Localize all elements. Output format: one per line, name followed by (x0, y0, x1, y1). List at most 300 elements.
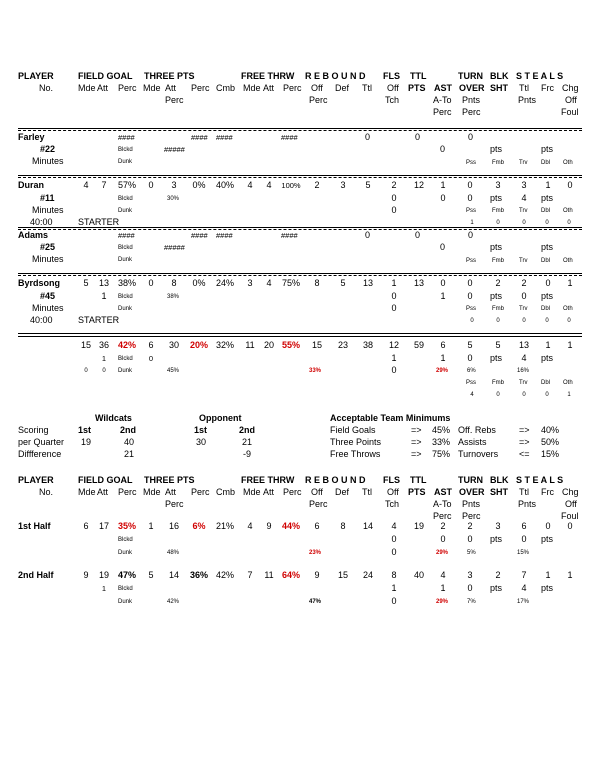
reb-off: 9 (314, 570, 320, 580)
hdr-no: No. (39, 83, 54, 93)
player-number: #22 (40, 144, 56, 154)
oth-value: 0 (567, 318, 571, 324)
hdr-perc-sub: Perc (165, 499, 184, 509)
player-name: Duran (18, 180, 45, 190)
row3-a: 0 (84, 368, 88, 374)
fg-pct: 38% (117, 278, 137, 288)
over-pct: 7% (467, 599, 476, 605)
trv-label: Trv (519, 208, 528, 214)
assists-2: 1 (440, 291, 446, 301)
pss-label: Pss (466, 306, 477, 312)
pts-label: pts (541, 534, 554, 544)
opponent-heading: Opponent (199, 413, 242, 423)
pts-label: pts (541, 144, 554, 154)
dunk-label: Dunk (118, 599, 133, 605)
hdr-ato: A-To (433, 499, 452, 509)
dbl-value: 0 (545, 220, 549, 226)
cmb-hash: #### (216, 231, 233, 240)
o-second-score: 21 (241, 437, 253, 447)
ft-pct: 75% (281, 278, 301, 288)
w-difference: 21 (123, 449, 135, 459)
dunk-label: Dunk (118, 306, 133, 312)
hdr-ttl2: Ttl (362, 487, 372, 497)
hdr-turn: TURN (458, 71, 483, 81)
reb-total: 0 (365, 230, 371, 240)
frc: 0 (545, 278, 551, 288)
pts-label: pts (490, 193, 503, 203)
scoring-label: Scoring (18, 425, 49, 435)
chg: 1 (567, 340, 573, 350)
pts-label: pts (541, 291, 554, 301)
blckd-hash: ##### (164, 145, 185, 154)
divider (18, 175, 582, 176)
fouls-2: 1 (391, 353, 397, 363)
turnovers: 0 (467, 180, 473, 190)
divider (18, 273, 582, 274)
pts-label: pts (541, 583, 554, 593)
hdr-field-goal: FIELD GOAL (78, 71, 133, 81)
fouls-3: 0 (391, 303, 397, 313)
fouls-3: 0 (391, 205, 397, 215)
hdr-turn: TURN (458, 475, 483, 485)
w-second: 2nd (120, 425, 137, 435)
points: 19 (413, 521, 425, 531)
ft-pct: 55% (281, 340, 301, 350)
hdr-cmb: Cmb (216, 487, 236, 497)
tp-made: 6 (148, 340, 154, 350)
steals: 6 (521, 521, 527, 531)
hdr-sht: SHT (490, 83, 508, 93)
w-second-score: 40 (123, 437, 135, 447)
turnovers-2: 0 (467, 193, 473, 203)
blocks: 2 (495, 570, 501, 580)
pss-value: 4 (470, 392, 474, 398)
turnovers-2: 0 (467, 353, 473, 363)
divider (18, 227, 582, 228)
fmb-label: Fmb (492, 258, 504, 264)
reb-off: 15 (311, 340, 323, 350)
fg-hash: #### (118, 231, 135, 240)
minimums-heading: Acceptable Team Minimums (330, 413, 451, 423)
fouls: 1 (391, 278, 397, 288)
ft-made: 4 (247, 521, 253, 531)
blckd-pct: 45% (167, 368, 180, 374)
dunk-label: Dunk (118, 159, 133, 165)
assists: 0 (440, 242, 446, 252)
dbl-label: Dbl (541, 160, 551, 166)
frc: 1 (545, 180, 551, 190)
o-first-score: 30 (195, 437, 207, 447)
ft-pct: 44% (281, 521, 301, 531)
hdr-ast-perc: Perc (433, 107, 452, 117)
w-first: 1st (78, 425, 92, 435)
divider (18, 177, 582, 178)
hdr-three-pts: THREE PTS (144, 71, 195, 81)
fg-att-2: 1 (101, 584, 107, 593)
hdr-mde3: Mde (243, 487, 261, 497)
o-first: 1st (194, 425, 208, 435)
steal-pct: 15% (517, 550, 530, 556)
fouls: 8 (391, 570, 397, 580)
pss-value: 0 (470, 318, 474, 324)
hdr-over: OVER (459, 83, 485, 93)
ft-att: 11 (264, 570, 274, 580)
fg-att: 13 (98, 278, 110, 288)
trv-label: Trv (519, 306, 528, 312)
fmb-label: Fmb (492, 208, 504, 214)
tp-made: 5 (148, 570, 154, 580)
cmb-pct: 40% (215, 180, 235, 190)
divider (18, 128, 582, 129)
cmb-pct: 24% (215, 278, 235, 288)
oth-value: 1 (567, 392, 571, 398)
ato-pct: 29% (436, 368, 449, 374)
blocks: 2 (495, 278, 501, 288)
oth-label: Oth (563, 208, 573, 214)
fg-made: 6 (83, 521, 89, 531)
hdr-stl-pnts: Pnts (518, 95, 537, 105)
turnovers: 5 (467, 340, 473, 350)
blckd-pct: 42% (167, 599, 180, 605)
dunk-label: Dunk (118, 257, 133, 263)
reb-off: 2 (314, 180, 320, 190)
arrow: => (519, 425, 530, 435)
trv-value: 0 (522, 392, 526, 398)
minutes-label: Minutes (32, 205, 64, 215)
assists-2: 1 (440, 353, 446, 363)
ft-min-pct: 75% (432, 449, 451, 459)
hdr-perc3: Perc (283, 83, 302, 93)
hdr-player: PLAYER (18, 71, 54, 81)
hdr-frc: Frc (541, 83, 554, 93)
player-name: Byrdsong (18, 278, 61, 288)
arrow: => (519, 437, 530, 447)
hdr-tch: Tch (385, 499, 400, 509)
hdr-sht: SHT (490, 487, 508, 497)
assists-min-label: Assists (458, 437, 487, 447)
divider (18, 336, 582, 337)
tp-att: 3 (171, 180, 177, 190)
fg-att-2: 1 (101, 291, 107, 301)
assists: 0 (440, 144, 446, 154)
steals-2: 0 (521, 534, 527, 544)
hdr-over: OVER (459, 487, 485, 497)
ft-made: 3 (247, 278, 253, 288)
hdr-off2: Off (387, 487, 399, 497)
steals: 3 (521, 180, 527, 190)
offreb-min-pct: 40% (541, 425, 560, 435)
turnovers-2: 0 (467, 583, 473, 593)
tp-hash: #### (191, 231, 208, 240)
reb-ttl: 24 (362, 570, 374, 580)
hdr-perc: Perc (118, 487, 137, 497)
dbl-value: 0 (545, 392, 549, 398)
w-first-score: 19 (80, 437, 92, 447)
arrow: => (411, 449, 422, 459)
off-reb-pct: 33% (309, 368, 322, 374)
pts-label: pts (490, 534, 503, 544)
trv-label: Trv (519, 160, 528, 166)
hdr-perc: Perc (118, 83, 137, 93)
assists: 0 (440, 278, 446, 288)
reb-ttl: 5 (365, 180, 371, 190)
steals: 2 (521, 278, 527, 288)
cmb-pct: 32% (215, 340, 235, 350)
row2-tpm: 0 (148, 354, 154, 363)
blckd-pct: 38% (167, 294, 180, 300)
ft-made: 4 (247, 180, 253, 190)
hdr-att: Att (97, 83, 109, 93)
reb-off: 8 (314, 278, 320, 288)
dbl-label: Dbl (541, 258, 551, 264)
reb-def: 8 (340, 521, 346, 531)
blocks: 3 (495, 180, 501, 190)
pss-value: 1 (470, 220, 474, 226)
three-min-label: Three Points (330, 437, 382, 447)
ft-made: 7 (247, 570, 253, 580)
points: 59 (413, 340, 425, 350)
hdr-rebound: R E B O U N D (305, 71, 366, 81)
turnovers: 0 (468, 230, 474, 240)
cmb-hash: #### (216, 133, 233, 142)
hdr-rebound: R E B O U N D (305, 475, 366, 485)
hdr-ast: AST (434, 487, 452, 497)
steal-pct: 16% (517, 368, 530, 374)
dunk-label: Dunk (118, 368, 133, 374)
fmb-value: 0 (496, 318, 500, 324)
hdr-foul: Foul (561, 107, 579, 117)
turnovers: 0 (468, 132, 474, 142)
offreb-min-label: Off. Rebs (458, 425, 496, 435)
hdr-no: No. (39, 487, 54, 497)
ft-pct: 100% (281, 181, 301, 190)
hdr-off2: Off (387, 83, 399, 93)
blckd-pct: 48% (167, 550, 180, 556)
tp-att: 16 (168, 521, 180, 531)
hdr-mde2: Mde (143, 83, 161, 93)
reb-ttl: 14 (362, 521, 374, 531)
le-sign: <= (519, 449, 530, 459)
tp-att: 14 (168, 570, 180, 580)
fg-att: 7 (101, 180, 107, 190)
assists: 4 (440, 570, 446, 580)
hdr-chg-off: Off (565, 499, 577, 509)
ato-pct: 29% (436, 550, 449, 556)
reb-def: 5 (340, 278, 346, 288)
tp-made: 0 (148, 180, 154, 190)
hdr-off-perc: Perc (309, 499, 328, 509)
blckd-label: Blckd (118, 245, 133, 251)
chg: 0 (567, 521, 573, 531)
fg-pct: 57% (117, 180, 137, 190)
fmb-label: Fmb (492, 160, 504, 166)
steals-2: 4 (521, 353, 527, 363)
o-difference: -9 (242, 449, 252, 459)
hdr-stl-pnts: Pnts (518, 499, 537, 509)
assists-2: 0 (440, 534, 446, 544)
dbl-label: Dbl (541, 306, 551, 312)
assists: 2 (440, 521, 446, 531)
tp-pct: 0% (192, 180, 206, 190)
fg-made: 9 (83, 570, 89, 580)
hdr-off-perc: Perc (309, 95, 328, 105)
ft-att: 20 (263, 340, 275, 350)
arrow: => (411, 425, 422, 435)
hdr-ast: AST (434, 83, 452, 93)
hdr-tch: Tch (385, 95, 400, 105)
steals-2: 4 (521, 193, 527, 203)
player-number: #11 (40, 193, 55, 203)
row3-b: 0 (102, 368, 106, 374)
hdr-ttl: TTL (410, 475, 427, 485)
hdr-att: Att (97, 487, 109, 497)
hdr-steals: S T E A L S (516, 475, 564, 485)
hdr-player: PLAYER (18, 475, 54, 485)
reb-ttl: 13 (362, 278, 374, 288)
hdr-blk: BLK (490, 475, 509, 485)
pts-label: pts (490, 583, 503, 593)
hdr-chg: Chg (562, 83, 579, 93)
fouls-2: 0 (391, 193, 397, 203)
oth-label: Oth (563, 306, 573, 312)
steals-2: 4 (521, 583, 527, 593)
hdr-over-pnts: Pnts (462, 499, 481, 509)
fg-pct: 42% (117, 340, 137, 350)
steals: 13 (518, 340, 530, 350)
blckd-label: Blckd (118, 356, 133, 362)
row2-fga: 1 (101, 354, 107, 363)
hdr-fls: FLS (383, 71, 400, 81)
turnovers-min-label: Turnovers (458, 449, 499, 459)
hdr-perc2: Perc (191, 487, 210, 497)
player-number: #25 (40, 242, 56, 252)
hdr-ttl2: Ttl (362, 83, 372, 93)
fmb-value: 0 (496, 392, 500, 398)
half-label: 2nd Half (18, 570, 54, 580)
player-name: Farley (18, 132, 45, 142)
divider (18, 275, 582, 276)
hdr-perc2: Perc (191, 83, 210, 93)
tp-made: 1 (148, 521, 154, 531)
points: 12 (413, 180, 425, 190)
hdr-cmb: Cmb (216, 83, 236, 93)
reb-def: 23 (337, 340, 349, 350)
ft-hash: #### (281, 231, 298, 240)
tp-pct: 20% (189, 340, 209, 350)
oth-label: Oth (563, 380, 573, 386)
off-reb-pct: 47% (309, 599, 322, 605)
hdr-chg: Chg (562, 487, 579, 497)
ft-att: 4 (266, 180, 272, 190)
pts-label: pts (541, 193, 554, 203)
minutes-value: 40:00 (30, 315, 53, 325)
dbl-value: 0 (545, 318, 549, 324)
per-quarter-label: per Quarter (18, 437, 65, 447)
chg: 1 (567, 570, 573, 580)
ft-hash: #### (281, 133, 298, 142)
pss-label: Pss (466, 258, 477, 264)
trv-value: 0 (522, 220, 526, 226)
fg-pct: 35% (117, 521, 137, 531)
frc: 1 (545, 340, 551, 350)
hdr-pts: PTS (408, 487, 426, 497)
wildcats-heading: Wildcats (95, 413, 132, 423)
dbl-label: Dbl (541, 380, 551, 386)
pts-label: pts (490, 353, 503, 363)
hdr-ttl: TTL (410, 71, 427, 81)
half-label: 1st Half (18, 521, 51, 531)
reb-def: 15 (337, 570, 349, 580)
tp-pct: 6% (192, 521, 206, 531)
fouls-3: 0 (391, 547, 397, 557)
player-number: #45 (40, 291, 56, 301)
fouls-2: 1 (391, 583, 397, 593)
hdr-ast-perc: Perc (433, 511, 452, 521)
hdr-def: Def (335, 487, 350, 497)
starter-label: STARTER (78, 315, 120, 325)
reb-off: 6 (314, 521, 320, 531)
pts-label: pts (541, 353, 554, 363)
fouls: 0 (415, 132, 421, 142)
hdr-pts: PTS (408, 83, 426, 93)
pts-label: pts (490, 144, 503, 154)
oth-label: Oth (563, 160, 573, 166)
minutes-label: Minutes (32, 156, 64, 166)
fg-att: 19 (98, 570, 110, 580)
dunk-label: Dunk (118, 208, 133, 214)
blckd-label: Blckd (118, 537, 133, 543)
turnovers-2: 0 (467, 534, 473, 544)
ft-min-label: Free Throws (330, 449, 381, 459)
hdr-off: Off (311, 487, 323, 497)
pss-label: Pss (466, 208, 477, 214)
chg: 0 (567, 180, 573, 190)
dbl-label: Dbl (541, 208, 551, 214)
turnovers-min-pct: 15% (541, 449, 560, 459)
hdr-mde2: Mde (143, 487, 161, 497)
steal-pct: 17% (517, 599, 530, 605)
fouls: 12 (388, 340, 400, 350)
fg-pct: 47% (117, 570, 137, 580)
divider (18, 130, 582, 131)
assists-2: 0 (440, 193, 446, 203)
blckd-label: Blckd (118, 294, 133, 300)
over-pct: 5% (467, 550, 476, 556)
hdr-att3: Att (263, 83, 275, 93)
hdr-ato: A-To (433, 95, 452, 105)
fouls-3: 0 (391, 596, 397, 606)
divider (18, 229, 582, 230)
fg-att: 36 (98, 340, 110, 350)
minutes-label: Minutes (32, 254, 64, 264)
reb-ttl: 38 (362, 340, 374, 350)
tp-hash: #### (191, 133, 208, 142)
points: 13 (413, 278, 425, 288)
hdr-over-pnts: Pnts (462, 95, 481, 105)
hdr-field-goal: FIELD GOAL (78, 475, 133, 485)
fouls-3: 0 (391, 365, 397, 375)
oth-value: 0 (567, 220, 571, 226)
blckd-pct: 30% (167, 196, 180, 202)
hdr-att2: Att (165, 83, 177, 93)
starter-label: STARTER (78, 217, 120, 227)
blckd-label: Blckd (118, 196, 133, 202)
assists: 1 (440, 180, 446, 190)
hdr-free-thrw: FREE THRW (241, 475, 295, 485)
difference-label: Diffference (18, 449, 62, 459)
fg-min-pct: 45% (432, 425, 451, 435)
trv-label: Trv (519, 258, 528, 264)
